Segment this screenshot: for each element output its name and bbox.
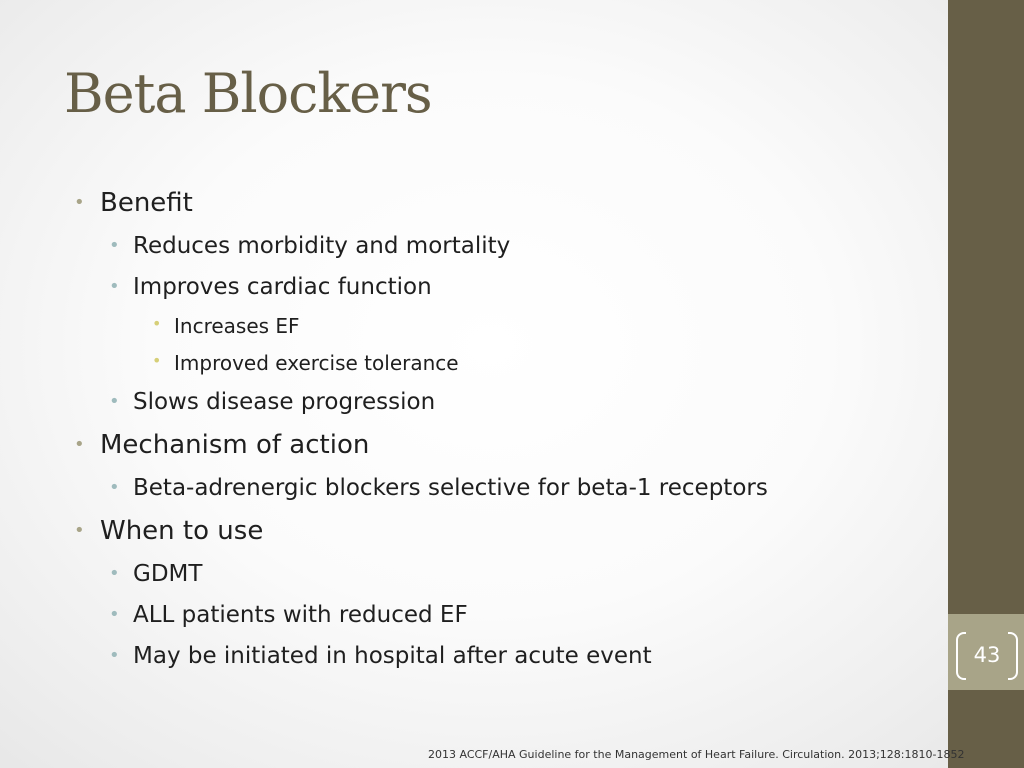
bullet-text: When to use xyxy=(100,516,264,546)
slide-number: 43 xyxy=(973,643,1001,667)
bullet-increases-ef xyxy=(152,314,300,338)
bullet-text: ALL patients with reduced EF xyxy=(133,602,468,628)
bullet-dot: • xyxy=(109,563,120,584)
bullet-text: Benefit xyxy=(100,188,193,218)
bullet-dot: • xyxy=(109,645,120,666)
bullet-text: Beta-adrenergic blockers selective for beta-1 receptors xyxy=(133,475,768,501)
bullet-all-patients xyxy=(109,602,468,628)
bullet-dot: • xyxy=(152,351,162,370)
bullet-dot: • xyxy=(109,477,120,498)
bullet-text: Improved exercise tolerance xyxy=(174,351,459,375)
bullet-gdmt xyxy=(109,561,203,587)
bullet-dot: • xyxy=(152,314,162,333)
slide-number-frame xyxy=(956,632,1018,678)
bullet-reduces-morbidity xyxy=(109,233,511,259)
bullet-text: GDMT xyxy=(133,561,203,587)
bullet-dot: • xyxy=(74,520,85,541)
bullet-initiated-in-hospital xyxy=(109,643,652,669)
bullet-dot: • xyxy=(109,235,120,256)
bullet-improves-cardiac xyxy=(109,274,432,300)
slide-title: Beta Blockers xyxy=(64,62,432,125)
bullet-benefit xyxy=(74,188,193,218)
bullet-text: May be initiated in hospital after acute event xyxy=(133,643,652,669)
bullet-dot: • xyxy=(109,391,120,412)
bullet-dot: • xyxy=(109,276,120,297)
bullet-when-to-use xyxy=(74,516,264,546)
bullet-beta-adrenergic xyxy=(109,475,768,501)
bullet-text: Improves cardiac function xyxy=(133,274,432,300)
bullet-text: Mechanism of action xyxy=(100,430,370,460)
citation-footnote: 2013 ACCF/AHA Guideline for the Management of Heart Failure. Circulation. 2013;128:1810-1852 xyxy=(428,748,965,761)
bullet-dot: • xyxy=(109,604,120,625)
bullet-mechanism xyxy=(74,430,370,460)
bullet-dot: • xyxy=(74,192,85,213)
bullet-dot: • xyxy=(74,434,85,455)
bullet-text: Reduces morbidity and mortality xyxy=(133,233,511,259)
bullet-text: Slows disease progression xyxy=(133,389,436,415)
bullet-exercise-tolerance xyxy=(152,351,459,375)
bullet-slows-progression xyxy=(109,389,436,415)
bullet-text: Increases EF xyxy=(174,314,300,338)
